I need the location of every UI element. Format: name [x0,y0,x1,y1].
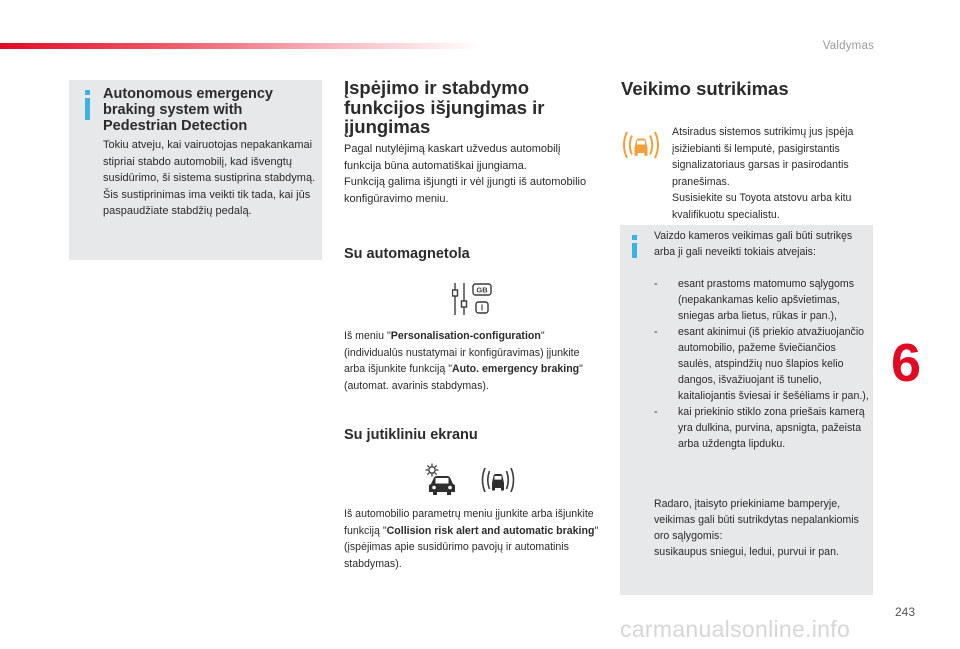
section-label: Valdymas [822,40,874,52]
collision-warning-orange-icon [621,127,661,163]
header-accent-bar [0,43,480,49]
collision-alert-icon [479,463,517,497]
right-info-box [620,225,873,595]
touchscreen-instructions: Iš automobilio parametrų meniu įjunkite arba išjunkite funkciją "Collision risk alert and automatic braking" (įspėjimas apie susidūrimo pavojų ir automatinis stabdymas). [344,508,599,570]
info-box-outro: Radaro, įtaisyto priekiniame bamperyje, veikimas gali būti sutrikdytas nepalankiomis oro sąlygomis: susikaupus sniegui, ledui, purvui ir pan. [654,498,859,558]
watermark: carmanualsonline.info [620,616,851,642]
car-settings-icon [424,462,460,498]
list-item: - kai priekinio stiklo zona priešais kamerą yra dulkina, purvina, apsnigta, pažeista arba uždengta lipduku. [654,406,865,450]
icon-label-gb: GB [476,285,488,295]
settings-sliders-icon [452,281,494,319]
chapter-number: 6 [891,333,922,393]
info-box-intro: Vaizdo kameros veikimas gali būti sutrikęs arba ji gali neveikti tokiais atvejais: [654,230,853,258]
right-heading: Veikimo sutrikimas [621,78,789,99]
middle-heading: Įspėjimo ir stabdymo funkcijos išjungimas ir įjungimas [344,77,545,137]
list-item: - esant akinimui (iš priekio atvažiuojančio automobilio, pažeme šviečiančios saulės, atspindžių nuo šlapios kelio dangos, išvažiuojant iš tunelio, kaitaliojantis šviesai ir šešėliams ir pan.), [654,326,869,402]
icon-label-i: I [480,303,484,313]
subheading-touchscreen: Su jutikliniu ekranu [344,427,478,443]
info-box-body: Tokiu atveju, kai vairuotojas nepakankamai stipriai stabdo automobilį, kad išvengtų susidūrimo, ši sistema sustiprina stabdymą. Šis sustiprinimas ima veikti tik tada, kai jūs paspaudžiate stabdžių pedalą. [103,139,316,217]
info-box-title: Autonomous emergency braking system with Pedestrian Detection [103,86,273,134]
page-number: 243 [895,605,916,619]
middle-intro: Pagal nutylėjimą kaskart užvedus automobilį funkcija būna automatiškai įjungiama. Funkciją galima išjungti ir vėl įjungti iš automobilio konfigūravimo meniu. [344,143,587,205]
left-info-box [69,80,322,260]
list-item: - esant prastoms matomumo sąlygoms (nepakankamas kelio apšvietimas, sniegas arba lietus, rūkas ir pan.), [654,278,855,322]
malfunction-text: Atsiradus sistemos sutrikimų jus įspėja įsižiebianti ši lemputė, pasigirstantis signalizatoriaus garsas ir pasirodantis pranešimas. Susisiekite su Toyota atstovu arba kitu kvalifikuotu specialistu. [672,126,854,221]
condition-list [654,276,869,452]
subheading-radio: Su automagnetola [344,246,470,262]
radio-instructions: Iš meniu "Personalisation-configuration" (individualūs nustatymai ir konfigūravimas) įjunkite arba išjunkite funkciją "Auto. emergency braking" (automat. avarinis stabdymas). [344,330,583,392]
